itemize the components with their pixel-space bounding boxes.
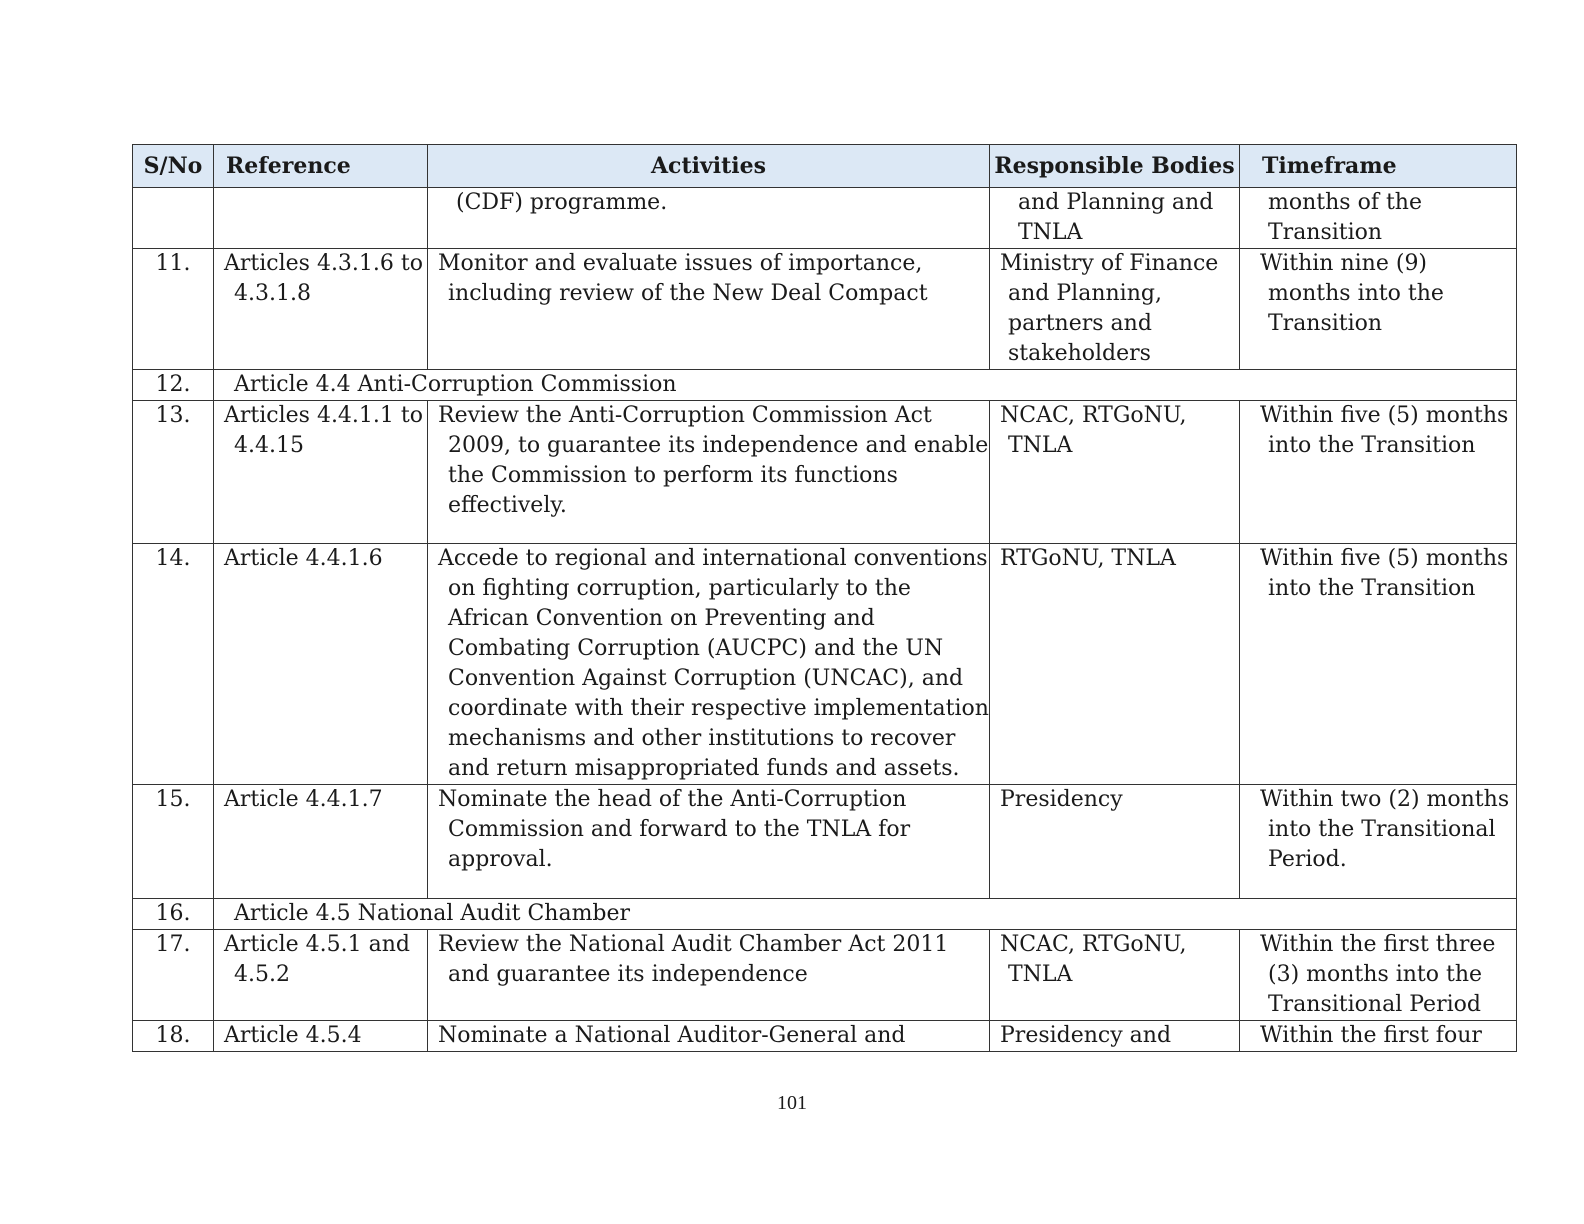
cell-reference: Article 4.4.1.6 — [214, 544, 428, 785]
cell-reference: Articles 4.3.1.6 to 4.3.1.8 — [214, 249, 428, 370]
section-row — [133, 370, 1517, 401]
table-header-row — [133, 145, 1517, 188]
header-sn: S/No — [133, 145, 214, 188]
header-activities: Activities — [428, 145, 990, 188]
cell-activities: Review the National Audit Chamber Act 2011 and guarantee its independence — [428, 930, 990, 1021]
table-row — [133, 401, 1517, 544]
section-row — [133, 899, 1517, 930]
cell-timeframe: Within five (5) months into the Transition — [1240, 544, 1517, 785]
table-row — [133, 249, 1517, 370]
table-row — [133, 1021, 1517, 1052]
cell-activities: Monitor and evaluate issues of importance, including review of the New Deal Compact — [428, 249, 990, 370]
cell-responsible: Presidency — [990, 785, 1240, 899]
table-row — [133, 930, 1517, 1021]
cell-activities: (CDF) programme. — [428, 188, 990, 249]
cell-activities: Review the Anti-Corruption Commission Act 2009, to guarantee its independence and enable the Commission to perform its functions effectively. — [428, 401, 990, 544]
cell-timeframe: Within nine (9) months into the Transition — [1240, 249, 1517, 370]
cell-responsible: NCAC, RTGoNU, TNLA — [990, 401, 1240, 544]
cell-reference: Article 4.5.1 and 4.5.2 — [214, 930, 428, 1021]
cell-responsible: Presidency and — [990, 1021, 1240, 1052]
cell-sn: 13. — [133, 401, 214, 544]
table-row — [133, 785, 1517, 899]
cell-sn: 11. — [133, 249, 214, 370]
cell-sn — [133, 188, 214, 249]
cell-responsible: Ministry of Finance and Planning, partners and stakeholders — [990, 249, 1240, 370]
header-reference: Reference — [214, 145, 428, 188]
cell-activities: Accede to regional and international conventions on fighting corruption, particularly to the African Convention on Preventing and Combating Corruption (AUCPC) and the UN Convention Against Corruption (UNCAC), and coordinate with their respective implementation mechanisms and other institutions to recover and return misappropriated funds and assets. — [428, 544, 990, 785]
section-title: Article 4.5 National Audit Chamber — [214, 899, 1517, 930]
cell-reference: Articles 4.4.1.1 to 4.4.15 — [214, 401, 428, 544]
cell-reference: Article 4.4.1.7 — [214, 785, 428, 899]
cell-sn: 17. — [133, 930, 214, 1021]
cell-sn: 15. — [133, 785, 214, 899]
cell-activities: Nominate the head of the Anti-Corruption Commission and forward to the TNLA for approval. — [428, 785, 990, 899]
section-title: Article 4.4 Anti-Corruption Commission — [214, 370, 1517, 401]
cell-timeframe: Within the first four — [1240, 1021, 1517, 1052]
cell-sn: 18. — [133, 1021, 214, 1052]
cell-sn: 12. — [133, 370, 214, 401]
header-responsible-bodies: Responsible Bodies — [990, 145, 1240, 188]
cell-reference: Article 4.5.4 — [214, 1021, 428, 1052]
cell-reference — [214, 188, 428, 249]
cell-responsible: RTGoNU, TNLA — [990, 544, 1240, 785]
cell-responsible: and Planning and TNLA — [990, 188, 1240, 249]
implementation-matrix-table — [132, 144, 1517, 1052]
cell-responsible: NCAC, RTGoNU, TNLA — [990, 930, 1240, 1021]
table-row — [133, 544, 1517, 785]
cell-timeframe: Within five (5) months into the Transition — [1240, 401, 1517, 544]
table-row — [133, 188, 1517, 249]
cell-timeframe: Within the first three (3) months into the Transitional Period — [1240, 930, 1517, 1021]
cell-timeframe: Within two (2) months into the Transitional Period. — [1240, 785, 1517, 899]
cell-sn: 14. — [133, 544, 214, 785]
header-timeframe: Timeframe — [1240, 145, 1517, 188]
page-number: 101 — [777, 1092, 807, 1114]
cell-timeframe: months of the Transition — [1240, 188, 1517, 249]
cell-sn: 16. — [133, 899, 214, 930]
cell-activities: Nominate a National Auditor-General and — [428, 1021, 990, 1052]
